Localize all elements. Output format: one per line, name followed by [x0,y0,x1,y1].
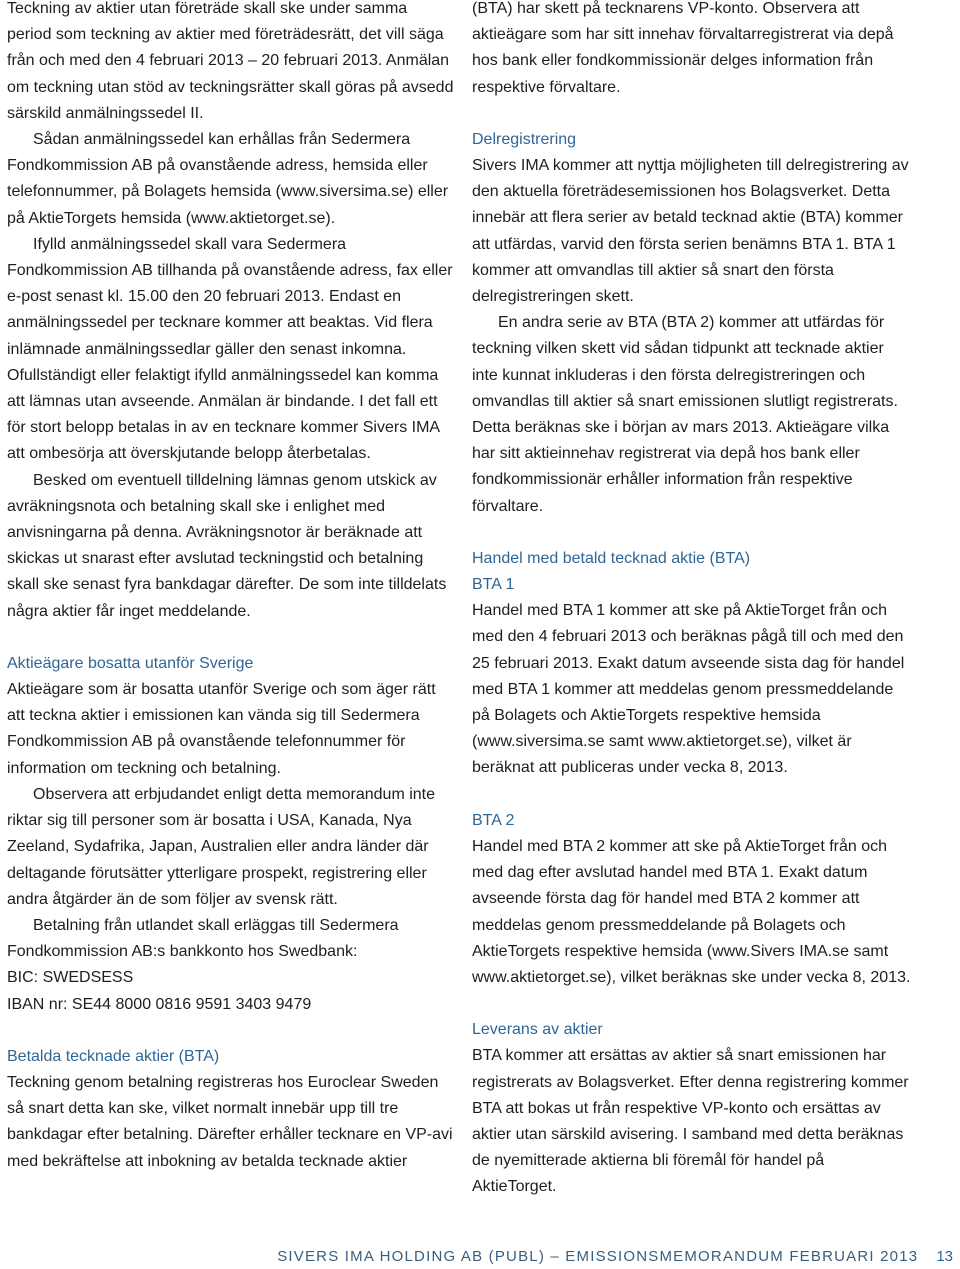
subheading-bta2: BTA 2 [472,811,515,829]
page-number: 13 [936,1248,953,1265]
paragraph: BTA kommer att ersättas av aktier så snart emissionen har registrerats av Bolagsverket. Efter denna registrering kommer BTA att bokas ut från respektive VP-konto och ersättas av aktier utan särskild avisering. I samband med detta beräknas de nyemitterade aktierna bli föremål för handel på AktieTorget. [472,1047,909,1196]
paragraph: Aktieägare som är bosatta utanför Sverige och som äger rätt att teckna aktier i emissionen kan vända sig till Sedermera Fondkommission AB på ovanstående telefonnummer för information om teckning och betalning. [7,681,436,777]
paragraph: Handel med BTA 1 kommer att ske på AktieTorget från och med den 4 februari 2013 och beräknas pågå till och med den 25 februari 2013. Exakt datum avseende sista dag för handel med BTA 1 kommer att meddelas genom pressmeddelande på Bolagets och AktieTorgets respektive hemsida (www.siversima.se samt www.aktietorget.se), vilket är beräknat att publiceras under vecka 8, 2013. [472,602,905,777]
page-footer [0,1247,953,1267]
paragraph: Handel med BTA 2 kommer att ske på AktieTorget från och med dag efter avslutad handel med BTA 1. Exakt datum avseende första dag för handel med BTA 2 kommer att meddelas genom pressmeddelande på Bolagets och AktieTorgets respektive hemsida (www.Sivers IMA.se samt www.aktietorget.se), vilket beräknas ske under vecka 8, 2013. [472,837,911,986]
section-heading-abroad: Aktieägare bosatta utanför Sverige [7,654,254,672]
paragraph: Sivers IMA kommer att nyttja möjligheten till delregistrering av den aktuella företrädesemissionen hos Bolagsverket. Detta innebär att flera serier av betald tecknad aktie (BTA) kommer att utfärdas, varvid den första serien benämns BTA 1. BTA 1 kommer att omvandlas till aktier så snart den första delregistreringen skett. [472,157,909,306]
paragraph: En andra serie av BTA (BTA 2) kommer att utfärdas för teckning vilken skett vid sådan tidpunkt att tecknade aktier inte kunnat inkluderas i den första delregistreringen och omvandlas till aktier så snart emissionen slutligt registrerats. Detta beräknas ske i början av mars 2013. Aktieägare vilka har sitt aktieinnehav registrerat via depå hos bank eller fondkommissionär erhåller information från respektive förvaltare. [472,314,898,515]
paragraph: Observera att erbjudandet enligt detta memorandum inte riktar sig till personer som är bosatta i USA, Kanada, Nya Zeeland, Sydafrika, Japan, Australien eller andra länder där deltagande förutsätter ytterligare prospekt, registrering eller andra åtgärder än de som följer av svensk rätt. [7,785,436,908]
left-column [7,0,454,1175]
paragraph: Teckning genom betalning registreras hos Euroclear Sweden så snart detta kan ske, vilket normalt innebär upp till tre bankdagar efter betalning. Därefter erhåller tecknare en VP-avi med bekräftelse att inbokning av betalda tecknade aktier [7,1073,453,1170]
paragraph: (BTA) har skett på tecknarens VP-konto. Observera att aktieägare som har sitt innehav förvaltarregistrerat via depå hos bank eller fondkommissionär delges information från respektive förvaltare. [472,0,894,96]
section-heading-trading: Handel med betald tecknad aktie (BTA) [472,549,751,567]
section-heading-paid-shares: Betalda tecknade aktier (BTA) [7,1047,220,1065]
bic-line: BIC: SWEDSESS [7,969,134,987]
section-heading-delivery: Leverans av aktier [472,1021,603,1039]
footer-title: SIVERS IMA HOLDING AB (PUBL) – EMISSIONSMEMORANDUM FEBRUARI 2013 [277,1248,919,1265]
right-column [472,0,912,1201]
paragraph: Sådan anmälningssedel kan erhållas från Sedermera Fondkommission AB på ovanstående adress, hemsida eller telefonnummer, på Bolagets hemsida (www.siversima.se) eller på AktieTorgets hemsida (www.aktietorget.se). [7,131,449,227]
paragraph: Betalning från utlandet skall erläggas till Sedermera Fondkommission AB:s bankkonto hos Swedbank: [7,916,399,961]
subheading-bta1: BTA 1 [472,576,515,594]
paragraph: Besked om eventuell tilldelning lämnas genom utskick av avräkningsnota och betalning skall ske i enlighet med anvisningarna på denna. Avräkningsnotor är beräknade att skickas ut snarast efter avslutad teckningstid och betalning skall ske senast fyra bankdagar därefter. De som inte tilldelats några aktier får inget meddelande. [7,471,447,620]
section-heading-delregistrering: Delregistrering [472,130,577,148]
iban-line: IBAN nr: SE44 8000 0816 9591 3403 9479 [7,995,312,1013]
paragraph: Ifylld anmälningssedel skall vara Sedermera Fondkommission AB tillhanda på ovanstående adress, fax eller e-post senast kl. 15.00 den 20 februari 2013. Endast en anmälningssedel per tecknare kommer att beaktas. Vid flera inlämnade anmälningssedlar gäller den senast inkomna. Ofullständigt eller felaktigt ifylld anmälningssedel kan komma att lämnas utan avseende. Anmälan är bindande. I det fall ett för stort belopp betalas in av en tecknare kommer Sivers IMA att ombesörja att överskjutande belopp återbetalas. [7,235,453,463]
paragraph: Teckning av aktier utan företräde skall ske under samma period som teckning av aktier med företrädesrätt, det vill säga från och med den 4 februari 2013 – 20 februari 2013. Anmälan om teckning utan stöd av teckningsrätter skall göras på avsedd särskild anmälningssedel II. [7,0,454,122]
